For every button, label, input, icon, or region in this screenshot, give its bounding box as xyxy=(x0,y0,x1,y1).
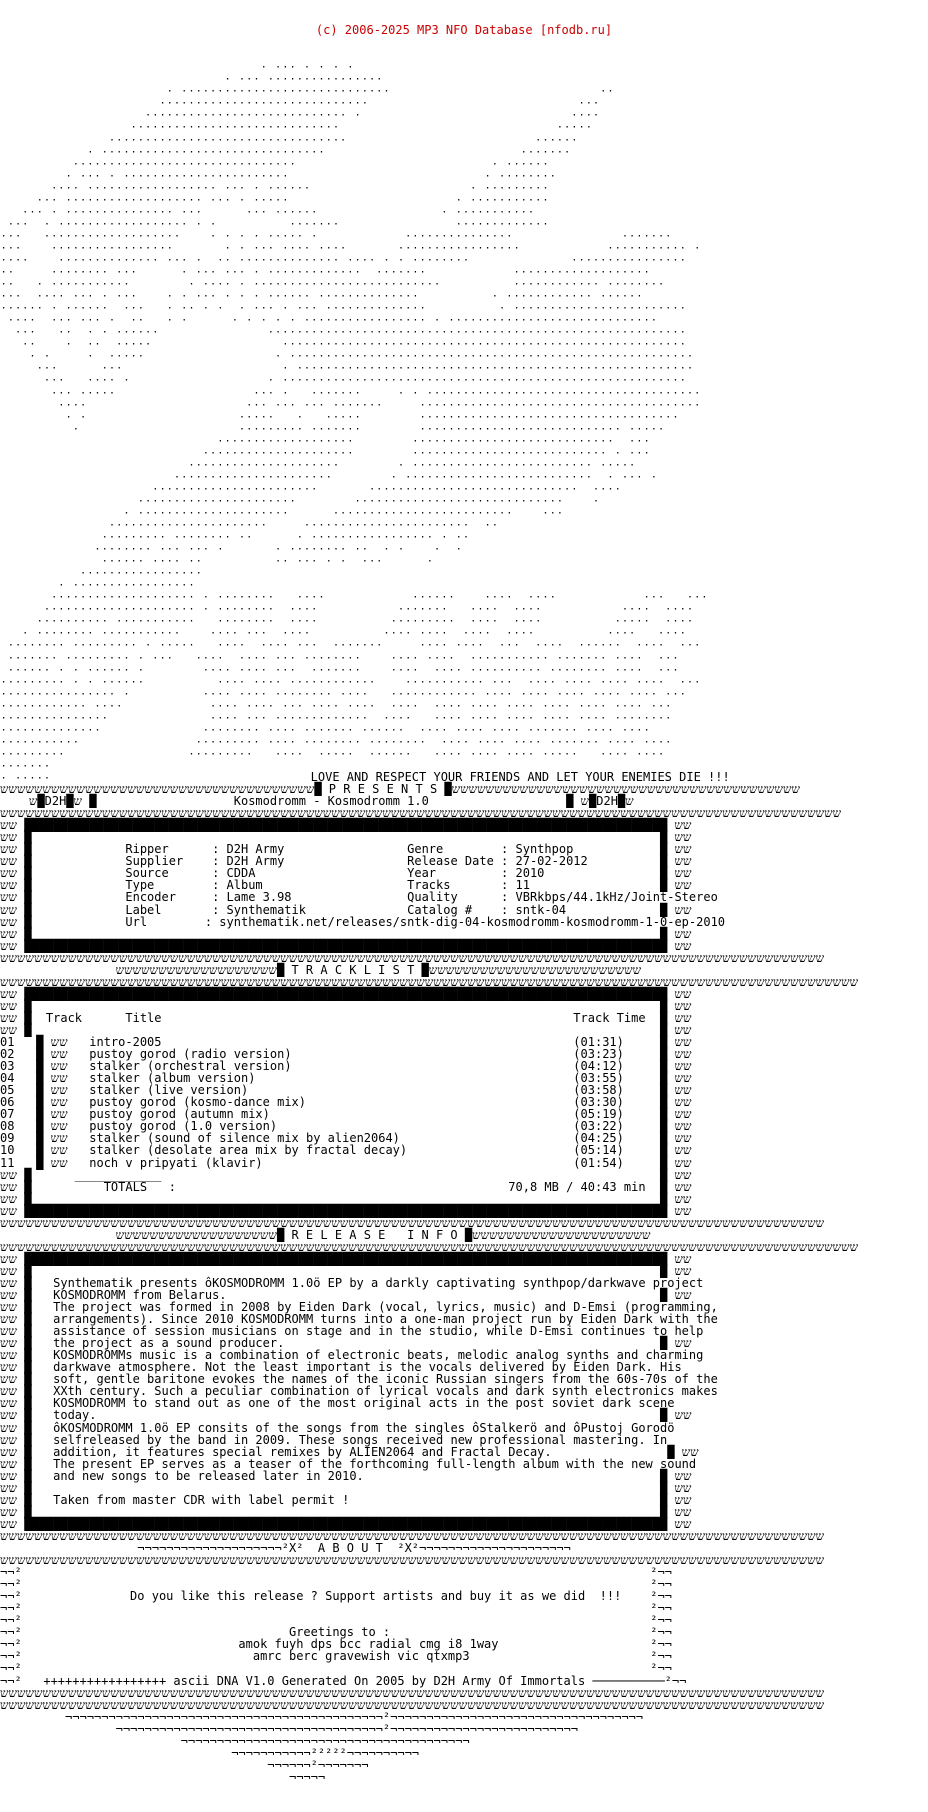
nfo-line: ۰۰۰ ۰۰۰۰۰۰۰۰۰۰۰۰۰۰۰۰۰۰۰ ۰۰۰ ۰ ۰۰۰۰۰ ۰ ۰۰۰۰۰۰۰۰۰۰۰ xyxy=(0,191,550,206)
nfo-line: שש █ The present EP serves as a teaser of the forthcoming full-length album with the new sound xyxy=(0,1456,697,1471)
nfo-line: שש █ KOSMODROMM from Belarus. █ שש xyxy=(0,1288,692,1303)
nfo-line: ¬¬² amok fuyh dps bcc radial cmg i8 1way ²¬¬ xyxy=(0,1637,672,1652)
nfo-line: ۰۰۰۰ ۰۰۰ ۰۰۰ ۰ ۰۰ ۰ ۰ ۰ ۰ ۰ ۰ ۰ ۰۰۰۰۰۰۰۰۰۰۰۰۰۰۰۰۰ ۰ ۰۰۰۰۰۰۰۰۰۰۰۰۰۰۰۰۰۰۰۰۰۰۰۰۰۰۰۰۰ xyxy=(0,312,658,327)
nfo-line: ۰۰۰۰۰۰۰۰ ۰۰۰۰۰۰۰۰۰ ۰ ۰۰۰۰۰ ۰۰۰۰ ۰۰۰۰ ۰۰۰ ۰۰۰۰۰۰۰ ۰۰۰۰ ۰۰۰۰ ۰۰۰ ۰۰۰۰ ۰۰۰۰۰۰ ۰۰۰۰ ۰۰۰ xyxy=(0,637,701,652)
nfo-line: ۰۰۰۰۰۰۰۰۰۰۰۰۰۰۰۰۰۰۰۰ ۰ ۰۰۰۰۰۰۰۰ ۰۰۰۰ ۰۰۰۰۰۰ ۰۰۰۰ ۰۰۰۰ ۰۰۰ ۰۰۰ xyxy=(0,589,709,604)
nfo-line: שש █ darkwave atmosphere. Not the least important is the vocals delivered by Eiden Dark. His xyxy=(0,1360,682,1375)
nfo-line: ۰۰۰۰۰۰۰۰۰۰۰۰۰۰۰۰۰۰۰۰۰۰۰ ۰۰۰۰۰۰۰۰۰۰۰۰۰۰۰۰۰۰۰۰۰۰۰۰۰۰۰۰۰ ۰۰۰۰ xyxy=(0,480,622,495)
nfo-line: ۰۰۰ ۰ ۰۰۰۰۰۰۰۰۰۰۰۰۰۰۰ ۰۰۰ ۰۰۰ ۰۰۰۰۰۰ ۰ ۰۰۰۰۰۰۰۰۰۰۰ xyxy=(0,203,535,218)
nfo-line: שש █ Type : Album Tracks : 11 █ שש xyxy=(0,878,692,893)
nfo-line: שש █ █ שש xyxy=(0,1504,692,1519)
nfo-line: שש █ 11 noch v pripyati (klavir) (01:54) █ שש xyxy=(0,1155,692,1170)
nfo-line: ۰۰۰۰۰۰۰۰۰ ۰۰۰۰۰۰۰۰ ۰۰ ۰ ۰۰۰۰۰۰۰۰۰۰۰۰۰۰۰۰۰ ۰ ۰۰ xyxy=(0,529,470,544)
nfo-line: ¬¬² Greetings to : ²¬¬ xyxy=(0,1625,672,1640)
nfo-body xyxy=(0,60,928,1783)
nfo-line: שש █ KOSMODROMM to stand out as one of the most original acts in the post soviet dark scene xyxy=(0,1396,675,1411)
nfo-line: ۰۰۰ ۰۰ ۰ ۰ ۰۰۰۰۰۰ ۰۰۰۰۰۰۰۰۰۰۰۰۰۰۰۰۰۰۰۰۰۰۰۰۰۰۰۰۰۰۰۰۰۰۰۰۰۰۰۰۰۰۰۰۰۰۰۰۰۰۰۰۰۰۰۰۰۰ xyxy=(0,324,687,339)
nfo-line: שש █ Url : synthematik.net/releases/sntk-dig-04-kosmodromm-kosmodromm-1-0-ep-2010 xyxy=(0,914,726,929)
nfo-line: שש █ Supplier : D2H Army Release Date : 27-02-2012 █ שש xyxy=(0,854,692,869)
nfo-line: ששששששששששששששששששששששששששששששששששששששששששששששששששששששששששששששששששששששששששששששששששששששששששששששששש xyxy=(0,1697,825,1712)
nfo-line: ۰۰۰۰۰۰۰۰۰۰۰۰۰۰۰۰۰۰۰ ۰۰۰۰۰۰۰۰۰۰۰۰۰۰۰۰۰۰۰۰۰۰۰۰۰۰۰۰ ۰۰۰ xyxy=(0,432,651,447)
nfo-line: ۰ ۰۰۰۰۰۰۰۰ ۰۰۰۰۰۰۰۰۰۰۰ ۰۰۰۰ ۰۰۰ ۰۰۰۰ ۰۰۰۰ ۰۰۰۰ ۰۰۰۰ ۰۰۰۰ ۰۰۰۰ ۰۰۰۰ xyxy=(0,625,687,640)
nfo-line: ¬¬¬¬¬¬¬¬¬¬¬¬¬¬¬¬¬¬¬¬²X² A B O U T ²X²¬¬¬¬¬¬¬¬¬¬¬¬¬¬¬¬¬¬¬¬¬ xyxy=(0,1541,571,1555)
nfo-line: ¬¬² ²¬¬ xyxy=(0,1613,672,1628)
nfo-line: ששששששששששששששששששששששששששששששששששששש█ P R E S E N T S █ששששששששששששששששששששששששששששששששששששששששש xyxy=(0,782,800,797)
nfo-line: ۰۰۰ ۰۰۰۰ ۰ ۰ ۰۰۰۰۰۰۰۰۰۰۰۰۰۰۰۰۰۰۰۰۰۰۰۰۰۰۰۰۰۰۰۰۰۰۰۰۰۰۰۰۰۰۰۰۰۰۰۰۰۰۰۰۰۰۰۰ xyxy=(0,372,687,387)
nfo-line: שש █ 09 stalker (sound of silence mix by alien2064) (04:25) █ שש xyxy=(0,1131,692,1146)
nfo-line: שש █ and new songs to be released later in 2010. █ שש xyxy=(0,1468,692,1483)
nfo-line: ۰۰۰۰۰۰۰۰۰۰۰۰۰۰۰ ۰۰۰۰ ۰۰۰ ۰۰۰۰۰۰۰۰۰۰۰۰۰ ۰۰۰۰ ۰۰۰۰ ۰۰۰۰ ۰۰۰۰ ۰۰۰۰ ۰۰۰۰ ۰۰۰۰۰۰۰۰ xyxy=(0,709,672,724)
nfo-line: ۰۰۰۰۰۰۰۰۰۰۰۰۰۰۰۰۰۰۰۰۰۰۰۰۰۰۰۰۰ ۰۰۰ xyxy=(0,95,600,110)
nfo-line: ۰۰۰ ۰۰۰۰۰۰۰۰۰۰۰۰۰۰۰۰۰ ۰ ۰ ۰۰۰ ۰۰۰۰ ۰۰۰۰ ۰۰۰۰۰۰۰۰۰۰۰۰۰۰۰۰۰ ۰۰۰۰۰۰۰۰۰۰۰ ۰ xyxy=(0,239,701,254)
nfo-line: ۰ ۰۰۰۰۰۰۰۰۰۰۰۰۰۰۰۰۰۰۰۰۰ ۰۰۰۰۰۰۰۰۰۰۰۰۰۰۰۰۰۰۰۰۰۰۰۰۰ ۰۰۰ xyxy=(0,504,564,519)
nfo-line: שש █████████████████████████████████████████████████████████████████████████████████████████ שש xyxy=(0,938,692,953)
nfo-line: ששששששששששששששששששששששששששששששששששששששששששששששששששששששששששששששששששששששששששששששששששששששששששששששששש xyxy=(0,950,825,965)
nfo-line: שש █ The project was formed in 2008 by Eiden Dark (vocal, lyrics, music) and D-Emsi (programming, xyxy=(0,1300,718,1315)
nfo-line: ۰ ۰ ۰۰۰۰۰ ۰ ۰۰۰۰۰ ۰۰۰۰۰۰۰۰۰۰۰۰۰۰۰۰۰۰۰۰۰۰۰۰۰۰۰۰۰۰۰۰۰۰۰۰ xyxy=(0,408,680,423)
nfo-line: שש █ █ שש xyxy=(0,1480,692,1495)
nfo-line: שש █████████████████████████████████████████████████████████████████████████████████████████ שש xyxy=(0,986,692,1001)
nfo-line: ۰۰ ۰ ۰۰ ۰۰۰۰۰ ۰۰۰۰۰۰۰۰۰۰۰۰۰۰۰۰۰۰۰۰۰۰۰۰۰۰۰۰۰۰۰۰۰۰۰۰۰۰۰۰۰۰۰۰۰۰۰۰۰۰۰۰۰۰۰۰ xyxy=(0,336,687,351)
header-text: (c) 2006-2025 MP3 NFO Database [nfodb.ru] xyxy=(315,23,613,38)
nfo-line: שש █ Track Title Track Time █ שש xyxy=(0,1010,692,1025)
nfo-line: ۰۰ ۰۰۰۰۰۰۰۰ ۰۰۰ ۰ ۰۰۰ ۰۰۰ ۰ ۰۰۰۰۰۰۰۰۰۰۰۰۰ ۰۰۰۰۰۰۰ ۰۰۰۰۰۰۰۰۰۰۰۰۰۰۰۰۰۰۰ xyxy=(0,264,651,279)
nfo-line: ۰۰۰۰۰۰۰۰۰۰۰۰۰۰۰۰ ۰ ۰۰۰۰ ۰۰۰۰ ۰۰۰۰۰۰۰۰ ۰۰۰۰ ۰۰۰۰۰۰۰۰۰۰۰۰ ۰۰۰۰ ۰۰۰۰ ۰۰۰۰ ۰۰۰۰ ۰۰۰۰ ۰۰۰ xyxy=(0,685,687,700)
nfo-line: ששששששששששששששששששששששששששששששששששששששששששששששששששששששששששששששששששששששששששששששששששששששששששששששששששששש xyxy=(0,1239,859,1254)
nfo-line: שש █ 08 pustoy gorod (1.0 version) (03:22) █ שש xyxy=(0,1119,692,1134)
nfo-line: ۰۰۰۰ ۰۰۰۰۰۰۰۰۰۰۰۰۰۰ ۰۰۰ ۰ ۰۰ ۰۰۰۰۰۰۰۰۰۰۰۰۰۰ ۰۰۰۰ ۰ ۰ ۰۰۰۰۰۰۰۰ ۰۰۰۰۰۰۰۰۰۰۰۰۰۰۰۰ xyxy=(0,251,687,266)
nfo-line: ۰۰۰۰۰۰۰۰۰۰۰۰۰۰۰۰۰۰۰۰۰ ۰ ۰۰۰۰۰۰۰۰ ۰۰۰۰ ۰۰۰۰۰۰۰ ۰۰۰۰ ۰۰۰۰ ۰۰۰۰ ۰۰۰۰ xyxy=(0,601,694,616)
nfo-line: שש █ Source : CDDA Year : 2010 █ שש xyxy=(0,866,692,881)
nfo-line: ۰ ۰۰۰۰۰۰۰۰۰۰۰۰۰۰۰۰۰۰۰۰۰۰۰۰۰۰۰۰۰۰۰ ۰۰۰۰۰۰۰ xyxy=(0,143,571,158)
nfo-line: ۰۰۰ ۰۰۰ ۰ ۰۰۰۰۰۰۰۰۰۰۰۰۰۰۰۰۰۰۰۰۰۰۰۰۰۰۰۰۰۰۰۰۰۰۰۰۰۰۰۰۰۰۰۰۰۰۰۰۰۰۰۰۰۰۰ xyxy=(0,360,694,375)
nfo-line: ۰۰۰۰۰۰ ۰ ۰ ۰۰۰۰۰۰ ۰ ۰۰۰۰ ۰۰۰۰ ۰۰۰ ۰۰۰۰۰۰۰ ۰۰۰۰ ۰۰۰۰ ۰۰۰۰۰۰۰۰۰۰ ۰۰۰۰۰۰۰۰ ۰۰۰۰ ۰۰۰ xyxy=(0,661,680,676)
nfo-line: ۰ ۰۰۰۰۰ LOVE AND RESPECT YOUR FRIENDS AND LET YOUR ENEMIES DIE !!! xyxy=(0,770,730,784)
nfo-line: ¬¬¬¬¬¬¬¬¬¬¬¬¬¬¬¬¬¬¬¬¬¬¬¬¬¬¬¬¬¬¬¬¬¬¬¬¬¬¬¬¬¬¬¬²¬¬¬¬¬¬¬¬¬¬¬¬¬¬¬¬¬¬¬¬¬¬¬¬¬¬¬¬¬¬¬¬¬¬¬ xyxy=(0,1709,643,1724)
nfo-line: ¬¬² ²¬¬ xyxy=(0,1565,672,1580)
nfo-line: ۰۰۰۰ ۰۰۰ ۰۰۰ ۰۰۰ ۰۰۰۰۰۰۰ ۰۰۰۰۰۰۰۰۰۰۰۰۰۰۰۰۰۰۰۰۰۰۰۰۰۰۰۰۰۰۰۰۰۰۰۰۰۰۰ xyxy=(0,396,701,411)
nfo-line: שש █████████████████████████████████████████████████████████████████████████████████████████ שש xyxy=(0,1203,692,1218)
nfo-line: ששששששששששששששששששששששששששששששששששששששששששששששששששששששששששששששששששששששששששששששששששששששששששששששששששששש xyxy=(0,974,859,989)
nfo-line: ۰ ۰۰۰۰۰۰۰۰۰ ۰۰۰۰۰۰۰ ۰۰۰۰۰۰۰۰۰۰۰۰۰۰۰۰۰۰۰۰۰۰۰۰۰۰۰۰ ۰۰۰۰۰ xyxy=(0,420,665,435)
nfo-line: ¬¬² ²¬¬ xyxy=(0,1661,672,1676)
nfo-line: שש █ █ שש xyxy=(0,1191,692,1206)
nfo-line: ש█D2H█ש █ Kosmodromm - Kosmodromm 1.0 █ ש█D2H█ש xyxy=(0,794,634,809)
nfo-line: ¬¬² +++++++++++++++++ ascii DNA V1.0 Generated On 2005 by D2H Army Of Immortals ──────────²¬¬ xyxy=(0,1673,687,1688)
nfo-line: ¬¬² Do you like this release ? Support artists and buy it as we did !!! ²¬¬ xyxy=(0,1589,672,1604)
nfo-line: ۰ ۰۰۰۰۰۰۰۰۰۰۰۰۰۰۰۰۰ xyxy=(0,577,723,592)
nfo-line: שש █████████████████████████████████████████████████████████████████████████████████████████ שש xyxy=(0,818,692,833)
nfo-line: ۰۰ ۰ ۰۰۰۰۰۰۰۰۰۰۰ ۰ ۰۰۰۰ ۰ ۰۰۰۰۰۰۰۰۰۰۰۰۰۰۰۰۰۰۰۰۰۰۰۰۰۰ ۰۰۰۰۰۰۰۰۰۰۰۰ ۰۰۰۰۰۰۰۰ xyxy=(0,276,665,291)
nfo-line: ۰۰۰۰۰۰۰۰۰۰۰۰۰۰۰۰۰۰۰۰۰ ۰ ۰۰۰۰۰۰۰۰۰۰۰۰۰۰۰۰۰۰۰۰۰۰۰۰۰ ۰۰۰۰۰ xyxy=(0,456,636,471)
nfo-line: ۰۰۰۰۰۰ ۰۰۰۰ ۰۰ ۰۰ ۰۰۰ ۰ ۰ ۰۰۰ ۰ xyxy=(0,553,434,568)
nfo-line: ۰۰۰۰۰۰۰۰۰۰۰۰۰۰۰۰۰۰۰۰۰۰۰۰۰۰۰۰ ۰ ۰۰۰۰ xyxy=(0,107,600,122)
nfo-line: שש █ 05 stalker (live version) (03:58) █ שש xyxy=(0,1083,692,1098)
nfo-line: ۰۰۰۰۰۰۰۰۰۰۰ ۰۰۰۰۰۰۰۰۰ ۰۰۰۰ ۰۰۰۰۰۰۰۰ ۰۰۰۰۰۰۰۰ ۰۰۰۰ ۰۰۰۰ ۰۰۰۰ ۰۰۰۰۰۰۰ ۰۰۰۰ ۰۰۰۰ xyxy=(0,733,672,748)
nfo-line: שש █ Label : Synthematik Catalog # : sntk-04 █ שש xyxy=(0,902,692,917)
nfo-line: שש █ 10 stalker (desolate area mix by fractal decay) (05:14) █ שש xyxy=(0,1143,692,1158)
nfo-line: ۰۰۰۰۰۰۰۰۰۰۰۰۰۰۰۰۰۰۰۰۰۰۰۰۰۰۰۰۰۰۰ ۰ ۰۰۰۰۰۰ xyxy=(0,155,550,170)
nfo-line: ۰۰۰۰۰۰۰ ۰۰۰۰۰۰۰۰۰ ۰ ۰۰۰ ۰۰۰۰ ۰۰۰۰ ۰۰۰ ۰۰۰۰۰۰۰۰ ۰۰۰۰ ۰۰۰۰ ۰۰۰۰۰۰۰۰۰۰۰ ۰۰۰۰۰۰۰ ۰۰۰۰ ۰۰۰ xyxy=(0,649,680,664)
nfo-line: ששששששששששששששששששש█ T R A C K L I S T █ששששששששששששששששששששששששש xyxy=(0,962,642,977)
nfo-line: שש █ █ שש xyxy=(0,998,692,1013)
nfo-line: ۰ ۰۰۰ ۰ ۰ ۰ ۰ xyxy=(0,59,355,74)
nfo-line: שש █ KOSMODROMMs music is a combination of electronic beats, melodic analog synths and charming xyxy=(0,1348,704,1363)
nfo-line: שש █ today. █ שש xyxy=(0,1408,692,1423)
nfo-line: ۰۰۰۰۰۰۰۰۰۰۰۰۰۰ ۰۰۰۰۰۰۰۰ ۰۰۰۰ ۰۰۰۰۰۰۰ ۰۰۰۰۰۰ ۰۰۰۰ ۰۰۰۰ ۰۰۰۰ ۰۰۰۰۰۰۰ ۰۰۰۰ ۰۰۰۰ xyxy=(0,721,651,736)
nfo-line: שש █████████████████████████████████████████████████████████████████████████████████████████ שש xyxy=(0,1251,692,1266)
nfo-line: שש █ TOTALS : 70,8 MB / 40:43 min █ שש xyxy=(0,1179,692,1194)
nfo-line: ۰۰۰۰۰۰۰۰۰۰۰۰۰۰۰۰۰۰۰۰۰ ۰۰۰۰۰۰۰۰۰۰۰۰۰۰۰۰۰۰۰۰۰۰۰۰۰۰۰ ۰ ۰۰۰ xyxy=(0,444,651,459)
nfodb-header xyxy=(0,24,928,36)
nfo-line: ۰۰۰۰۰۰۰۰۰۰۰۰ ۰۰۰۰ ۰۰۰۰ ۰۰۰۰ ۰۰۰ ۰۰۰۰ ۰۰۰۰ ۰۰۰۰ ۰۰۰۰ ۰۰۰۰ ۰۰۰۰ ۰۰۰۰ ۰۰۰۰ ۰۰۰۰ ۰۰۰ xyxy=(0,697,672,712)
nfo-line: ۰ ۰۰۰۰۰۰۰۰۰۰۰۰۰۰۰۰۰۰۰۰۰۰۰۰۰۰۰۰۰ ۰۰ xyxy=(0,83,615,98)
nfo-line: ¬¬² ²¬¬ xyxy=(0,1577,672,1592)
nfo-line: שש █ 01 intro-2005 (01:31) █ שש xyxy=(0,1035,692,1050)
nfo-line: שש █ the project as a sound producer. █ שש xyxy=(0,1336,692,1351)
nfo-line: ۰ ۰ ۰ ۰۰۰۰۰ ۰ ۰۰۰۰۰۰۰۰۰۰۰۰۰۰۰۰۰۰۰۰۰۰۰۰۰۰۰۰۰۰۰۰۰۰۰۰۰۰۰۰۰۰۰۰۰۰۰۰۰۰۰۰۰۰۰۰ xyxy=(0,348,694,363)
nfo-line: שש █ assistance of session musicians on stage and in the studio, while D-Emsi continues to help xyxy=(0,1324,704,1339)
nfo-line: ۰۰۰۰۰۰۰۰۰۰۰۰۰۰۰۰۰ xyxy=(0,565,203,580)
nfo-line: ۰۰۰۰۰۰۰۰۰۰۰۰۰۰۰۰۰۰۰۰۰۰ ۰۰۰۰۰۰۰۰۰۰۰۰۰۰۰۰۰۰۰۰۰۰۰ ۰۰ xyxy=(0,517,499,532)
nfo-line: ۰۰۰۰۰۰۰۰ ۰۰۰ ۰۰۰ ۰ ۰ ۰۰۰۰۰۰۰۰ ۰۰ ۰ ۰ ۰ ۰ xyxy=(0,541,463,556)
nfo-line: שש █ XXth century. Such a peculiar combination of lyrical vocals and dark synth electronics makes xyxy=(0,1384,718,1399)
nfo-line: ¬¬¬¬¬¬²¬¬¬¬¬¬¬ xyxy=(0,1757,369,1772)
nfo-line: שש █ 04 stalker (album version) (03:55) █ שש xyxy=(0,1071,692,1086)
nfo-line: ۰۰۰۰۰۰۰۰۰۰۰۰۰۰۰۰۰۰۰۰۰۰ ۰ ۰۰۰۰۰۰۰۰۰۰۰۰۰۰۰۰۰۰۰۰۰۰۰۰۰۰ ۰ ۰۰۰ ۰ xyxy=(0,468,658,483)
nfo-line: שש █ 03 stalker (orchestral version) (04:12) █ שש xyxy=(0,1059,692,1074)
nfo-line: שש █ █ שש xyxy=(0,1263,692,1278)
nfo-line: ¬¬¬¬¬ xyxy=(0,1769,326,1784)
nfo-line: שש █ 06 pustoy gorod (kosmo-dance mix) (03:30) █ שש xyxy=(0,1095,692,1110)
nfo-line: ¬¬¬¬¬¬¬¬¬¬¬²²²²²¬¬¬¬¬¬¬¬¬¬ xyxy=(0,1745,420,1760)
nfo-line: ۰۰۰۰۰۰۰۰۰ ۰ ۰ ۰۰۰۰۰۰ ۰۰۰۰ ۰۰۰۰ ۰۰۰۰۰۰۰۰۰۰۰۰ ۰۰۰۰۰۰۰۰۰۰۰ ۰۰۰ ۰۰۰۰ ۰۰۰۰ ۰۰۰۰ ۰۰۰۰ ۰۰۰ xyxy=(0,673,701,688)
nfo-line: ۰۰۰۰۰۰ ۰ ۰۰۰۰۰۰ ۰۰۰ ۰ ۰۰ ۰ ۰ ۰ ۰۰۰ ۰ ۰۰۰ ۰۰۰۰۰۰۰۰۰۰۰۰۰۰ ۰ ۰۰۰۰۰۰۰۰۰۰۰۰۰۰۰۰۰۰۰۰۰۰۰۰ xyxy=(0,300,687,315)
nfo-line: שש █ addition, it features special remixes by ALIEN2064 and Fractal Decay. █ שש xyxy=(0,1444,699,1459)
nfo-line: ששששששששששששששששששששששששששששששששששששששששששששששששששששששששששששששששששששששששששששששששששששששששששששששששש xyxy=(0,1215,825,1230)
nfo-line: שש █ █ שש xyxy=(0,830,692,845)
nfo-line: ששששששששששששששששששששששששששששששששששששששששששששששששששששששששששששששששששששששששששששששששששששששששששששששששש xyxy=(0,1685,825,1700)
nfo-line: ששששששששששששששששששששששששששששששששששששששששששששששששששששששששששששששששששששששששששששששששששששששששששששששששששש xyxy=(0,806,842,821)
nfo-line: שש █ Synthematik presents ôKOSMODROMM 1.0ö EP by a darkly captivating synthpop/darkwave project xyxy=(0,1275,704,1290)
nfo-line: ۰۰۰ ۰۰۰۰۰ ۰۰۰ ۰ ۰۰۰۰۰۰۰ ۰ ۰ ۰۰۰۰۰۰۰۰۰۰۰۰۰۰۰۰۰۰۰۰۰۰۰۰۰۰۰۰۰۰۰۰۰۰۰۰۰۰ xyxy=(0,384,701,399)
nfo-line: ۰۰۰۰۰۰۰۰۰۰۰۰۰۰۰۰۰۰۰۰۰۰ ۰۰۰۰۰۰۰۰۰۰۰۰۰۰۰۰۰۰۰۰۰۰۰۰۰۰۰۰۰ ۰ xyxy=(0,492,600,507)
nfo-line: שש █ █ שש xyxy=(0,1022,692,1037)
nfo-line: שש █████████████████████████████████████████████████████████████████████████████████████████ שש xyxy=(0,1516,692,1531)
nfo-line: ۰۰۰۰۰۰۰۰۰۰ ۰۰۰۰۰۰۰۰۰۰۰ ۰۰۰۰۰۰۰۰ ۰۰۰۰ ۰۰۰۰۰۰۰۰۰ ۰۰۰۰ ۰۰۰۰ ۰۰۰۰۰ ۰۰۰۰ xyxy=(0,613,694,628)
nfo-line: ששששששששששששששששששששששששששששששששששששששששששששששששששששששששששששששששששששששששששששששששששששששששששששששששש xyxy=(0,1553,825,1568)
nfo-line: ¬¬² ²¬¬ xyxy=(0,1601,672,1616)
nfo-line: ۰۰۰۰۰۰۰۰۰۰۰۰۰۰۰۰۰۰۰۰۰۰۰۰۰۰۰۰۰۰۰۰۰ ۰۰۰۰۰۰ xyxy=(0,131,578,146)
nfo-line: ¬¬¬¬¬¬¬¬¬¬¬¬¬¬¬¬¬¬¬¬¬¬¬¬¬¬¬¬¬¬¬¬¬¬¬¬¬¬¬¬ xyxy=(0,1733,470,1748)
nfo-line: ۰۰۰۰۰۰۰۰۰ ۰۰۰۰۰۰۰۰۰ ۰۰۰۰ ۰۰۰۰۰ ۰۰۰۰۰۰ ۰۰۰۰ ۰۰۰۰ ۰۰۰۰ ۰۰۰۰۰ ۰۰۰۰ ۰۰۰۰ xyxy=(0,745,665,760)
nfo-line: ۰۰۰ ۰۰۰۰ ۰۰۰ ۰ ۰۰۰ ۰ ۰ ۰۰۰ ۰ ۰ ۰ ۰۰۰۰۰۰ ۰۰۰۰۰۰۰۰۰۰۰۰۰۰ ۰ ۰۰۰۰۰۰۰۰۰۰۰۰ ۰۰۰۰۰۰ xyxy=(0,288,643,303)
nfo-line: שש █ ____________ █ שש xyxy=(0,1167,692,1182)
nfo-line: ששששששששששששששששששששששששששששששששששששששששששששששששששששששששששששששששששששששששששששששששששששששששששששששששש xyxy=(0,1528,825,1543)
nfo-line: ۰۰۰ ۰۰۰۰۰۰۰۰۰۰۰۰۰۰۰۰۰۰۰ ۰ ۰ ۰ ۰ ۰۰۰۰۰ ۰ ۰۰۰۰۰۰۰۰۰۰۰۰۰۰۰ ۰۰۰۰۰۰۰ xyxy=(0,227,672,242)
nfo-line: ۰۰۰۰۰۰۰۰۰۰۰۰۰۰۰۰۰۰۰۰۰۰۰۰۰۰۰۰۰ ۰۰۰۰۰ xyxy=(0,119,593,134)
nfo-line: שש █ Encoder : Lame 3.98 Quality : VBRkbps/44.1kHz/Joint-Stereo xyxy=(0,890,726,905)
nfo-line: ¬¬¬¬¬¬¬¬¬¬¬¬¬¬¬¬¬¬¬¬¬¬¬¬¬¬¬¬¬¬¬¬¬¬¬¬¬²¬¬¬¬¬¬¬¬¬¬¬¬¬¬¬¬¬¬¬¬¬¬¬¬¬¬ xyxy=(0,1721,578,1736)
nfo-line: ۰ ۰۰۰ ۰۰۰۰۰۰۰۰۰۰۰۰۰۰۰۰ xyxy=(0,71,383,86)
nfo-line: ۰۰۰۰ ۰۰۰۰۰۰۰۰۰۰۰۰۰۰۰۰۰۰ ۰۰۰ ۰ ۰۰۰۰۰۰ ۰ ۰۰۰۰۰۰۰۰۰ xyxy=(0,179,550,194)
nfo-line: שש █ arrangements). Since 2010 KOSMODROMM turns into a one-man project run by Eiden Dark with the xyxy=(0,1312,718,1327)
nfo-line: ۰ ۰۰۰ ۰ ۰۰۰۰۰۰۰۰۰۰۰۰۰۰۰۰۰۰۰۰۰۰۰ ۰ ۰۰۰۰۰۰۰۰ xyxy=(0,167,557,182)
nfo-line: שש █ Ripper : D2H Army Genre : Synthpop █ שש xyxy=(0,842,692,857)
nfo-line: שש █ selfreleased by the band in 2009. These songs received new professional mastering. In xyxy=(0,1432,668,1447)
nfo-line: ששששששששששששששששששש█ R E L E A S E I N F O █ששששששששששששששששששששש xyxy=(0,1227,651,1242)
nfo-line: שש █ Taken from master CDR with label permit ! █ שש xyxy=(0,1492,692,1507)
nfo-line: ¬¬² amrc berc gravewish vic qtxmp3 ²¬¬ xyxy=(0,1649,672,1664)
nfo-line: שש █ █ שש xyxy=(0,926,692,941)
nfo-line: שש █ soft, gentle baritone evokes the names of the iconic Russian singers from the 60s-70s of the xyxy=(0,1372,718,1387)
nfo-line: ۰۰۰ ۰ ۰۰۰۰۰۰۰۰۰۰۰۰۰۰۰۰۰۰ ۰ ۰ ۰۰۰۰۰۰۰ ۰۰۰۰۰۰۰۰۰۰۰۰۰ xyxy=(0,215,550,230)
nfo-line: ۰۰۰۰۰۰۰ xyxy=(0,757,51,772)
nfo-line: שש █ ôKOSMODROMM 1.0ö EP consits of the songs from the singles ôStalkerö and ôPustoj Gorodö xyxy=(0,1420,675,1435)
nfo-line: שש █ 07 pustoy gorod (autumn mix) (05:19) █ שש xyxy=(0,1107,692,1122)
nfo-line: שש █ 02 pustoy gorod (radio version) (03:23) █ שש xyxy=(0,1047,692,1062)
